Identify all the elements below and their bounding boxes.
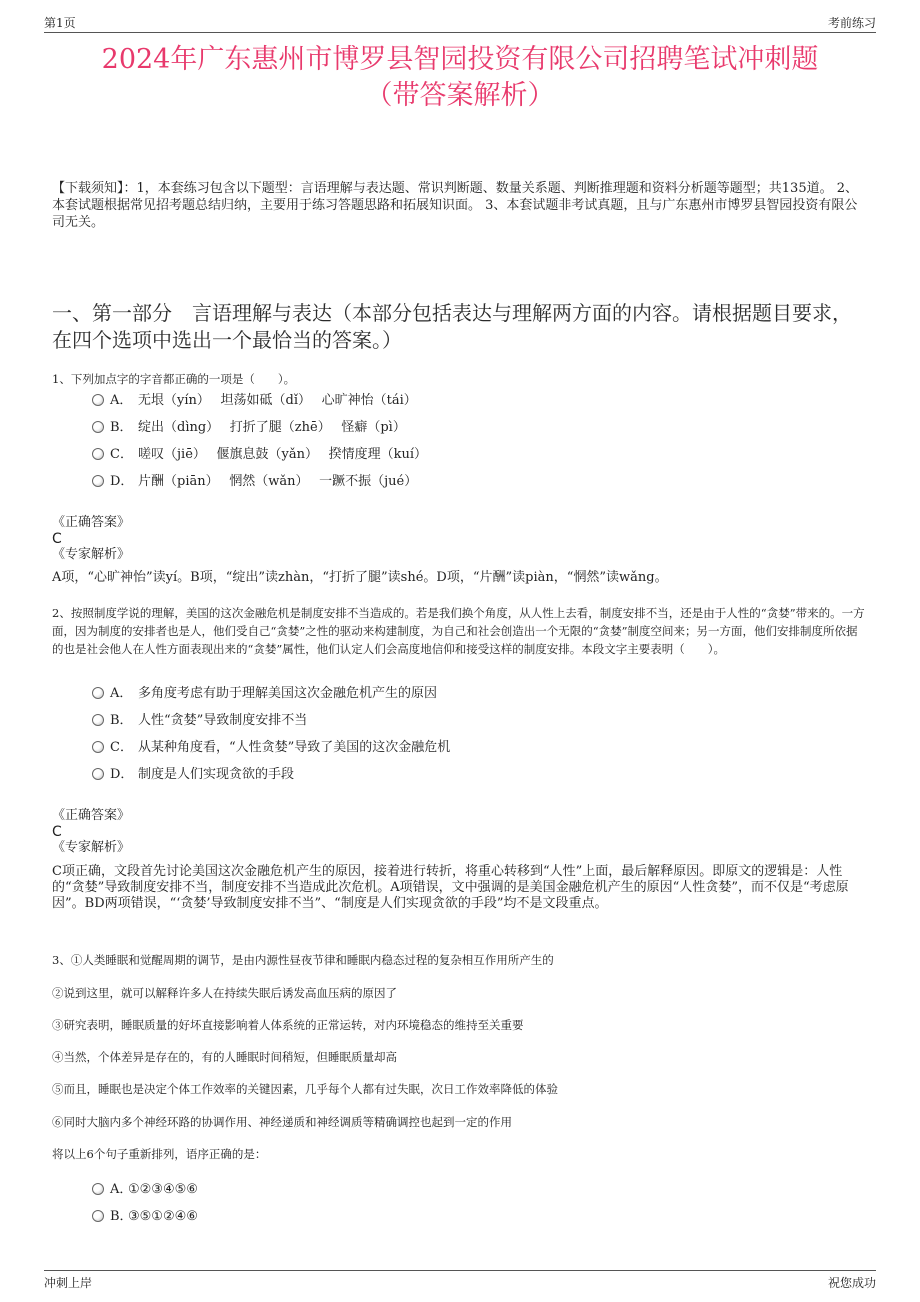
radio-icon[interactable]	[92, 448, 104, 460]
page-footer	[44, 1270, 876, 1293]
analysis-label: 《专家解析》	[52, 840, 131, 855]
q1-option-b[interactable]: B． 绽出（dìng） 打折了腿（zhē） 怪癖（pì）	[92, 419, 406, 437]
question-2-stem: 2、按照制度学说的理解，美国的这次金融危机是制度安排不当造成的。若是我们换个角度，从人性上去看，制度安排不当，还是由于人性的“贪婪”带来的。一方面，因为制度的安排者也是人，他们受自己“贪婪”之性的驱动来构建制度，为自己和社会创造出一个无限的“贪婪”制度空间来；另一方面，他们安排制度所依据的也是社会他人在人性方面表现出来的“贪婪”属性，他们认定人们会高度地信仰和接受这样的制度安排。本段文字主要表明（ ）。	[52, 606, 865, 656]
radio-icon[interactable]	[92, 475, 104, 487]
footer-left-text: 冲刺上岸	[44, 1276, 93, 1290]
answer-label: 《正确答案》	[52, 515, 131, 530]
radio-icon[interactable]	[92, 394, 104, 406]
q2-analysis: C项正确，文段首先讨论美国这次金融危机产生的原因，接着进行转折，将重心转移到“人性”上面，最后解释原因。即原文的逻辑是：人性的“贪婪”导致制度安排不当，制度安排不当造成此次危机。A项错误，文中强调的是美国金融危机产生的原因“人性贪婪”，而不仅是“考虑原因”。BD两项错误，“‘贪婪’导致制度安排不当”、“制度是人们实现贪欲的手段”均不是文段重点。	[52, 864, 849, 911]
q3-sentence-3: ③研究表明，睡眠质量的好坏直接影响着人体系统的正常运转，对内环境稳态的维持至关重要	[52, 1018, 524, 1032]
radio-icon[interactable]	[92, 1210, 104, 1222]
q2-option-a[interactable]: A． 多角度考虑有助于理解美国这次金融危机产生的原因	[92, 685, 437, 703]
q1-analysis: A项，“心旷神怡”读yí。B项，“绽出”读zhàn，“打折了腿”读shé。D项，“片酬”读piàn，“惘然”读wǎng。	[52, 570, 668, 585]
q3-sentence-4: ④当然，个体差异是存在的，有的人睡眠时间稍短，但睡眠质量却高	[52, 1050, 397, 1064]
page-title	[40, 42, 880, 114]
answer-value: C	[52, 531, 62, 547]
q1-option-d[interactable]: D． 片酬（piān） 惘然（wǎn） 一蹶不振（jué）	[92, 473, 417, 491]
q1-option-c[interactable]: C． 嗟叹（jiē） 偃旗息鼓（yǎn） 揆情度理（kuí）	[92, 446, 427, 464]
radio-icon[interactable]	[92, 1183, 104, 1195]
q3-sentence-6: ⑥同时大脑内多个神经环路的协调作用、神经递质和神经调质等精确调控也起到一定的作用	[52, 1115, 512, 1129]
page-header	[44, 12, 876, 33]
page-number: 第1页	[44, 16, 76, 30]
q1-option-a[interactable]: A． 无垠（yín） 坦荡如砥（dǐ） 心旷神怡（tái）	[92, 392, 417, 410]
title-line-2: （带答案解析）	[365, 80, 555, 111]
section-heading: 一、第一部分 言语理解与表达（本部分包括表达与理解两方面的内容。请根据题目要求，在四个选项中选出一个最恰当的答案。）	[52, 301, 852, 352]
download-notice: 【下载须知】：1，本套练习包含以下题型：言语理解与表达题、常识判断题、数量关系题、判断推理题和资料分析题等题型；共135道。 2、本套试题根据常见招考题总结归纳，主要用于练习答题思路和拓展知识面。 3、本套试题非考试真题，且与广东惠州市博罗县智园投资有限公司无关。	[52, 181, 858, 230]
q3-sentence-1: 3、①人类睡眠和觉醒周期的调节，是由内源性昼夜节律和睡眠内稳态过程的复杂相互作用所产生的	[52, 953, 554, 967]
q3-option-b[interactable]: B．③⑤①②④⑥	[92, 1208, 198, 1226]
answer-value: C	[52, 824, 62, 840]
q3-prompt: 将以上6个句子重新排列，语序正确的是：	[52, 1147, 267, 1161]
radio-icon[interactable]	[92, 687, 104, 699]
radio-icon[interactable]	[92, 741, 104, 753]
radio-icon[interactable]	[92, 768, 104, 780]
radio-icon[interactable]	[92, 714, 104, 726]
q2-option-d[interactable]: D． 制度是人们实现贪欲的手段	[92, 766, 294, 784]
analysis-label: 《专家解析》	[52, 547, 131, 562]
header-doc-type: 考前练习	[827, 16, 876, 30]
q3-sentence-5: ⑤而且，睡眠也是决定个体工作效率的关键因素，几乎每个人都有过失眠，次日工作效率降低的体验	[52, 1082, 558, 1096]
q2-option-b[interactable]: B． 人性“贪婪”导致制度安排不当	[92, 712, 307, 730]
answer-label: 《正确答案》	[52, 808, 131, 823]
q1-answer-block	[52, 515, 868, 563]
q3-sentence-2: ②说到这里，就可以解释许多人在持续失眠后诱发高血压病的原因了	[52, 986, 397, 1000]
footer-right-text: 祝您成功	[827, 1276, 876, 1290]
title-line-1: 2024年广东惠州市博罗县智园投资有限公司招聘笔试冲刺题	[101, 44, 819, 75]
q2-answer-block	[52, 808, 868, 856]
q2-option-c[interactable]: C． 从某种角度看，“人性贪婪”导致了美国的这次金融危机	[92, 739, 450, 757]
radio-icon[interactable]	[92, 421, 104, 433]
question-1-stem: 1、下列加点字的字音都正确的一项是（ ）。	[52, 372, 296, 386]
q3-option-a[interactable]: A．①②③④⑤⑥	[92, 1181, 198, 1199]
